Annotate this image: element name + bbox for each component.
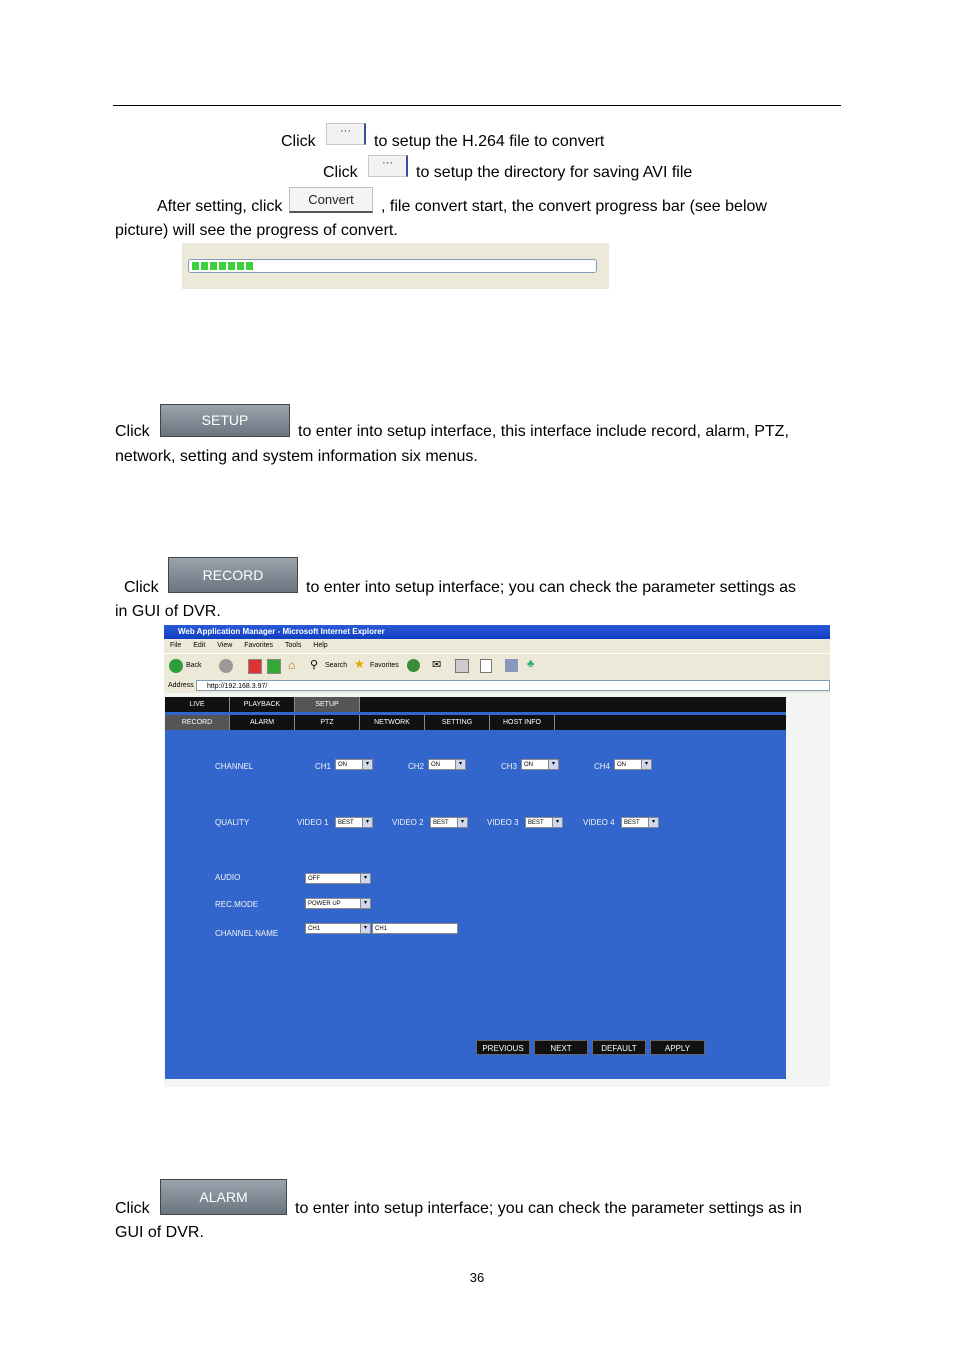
ch1-label: CH1 [315, 762, 332, 771]
search-label[interactable]: Search [325, 662, 348, 669]
channel-name-select[interactable] [305, 923, 371, 934]
ch2-select[interactable] [428, 759, 466, 770]
ch4-select[interactable] [614, 759, 652, 770]
dvr-setup-panel [165, 697, 786, 1079]
chevron-down-icon: ▾ [362, 818, 372, 827]
dvr-web-screenshot [164, 625, 830, 1087]
window-title: Web Application Manager - Microsoft Internet Explorer [164, 625, 830, 639]
menu-tools[interactable]: Tools [285, 642, 302, 649]
address-label: Address [168, 682, 194, 689]
ch3-label: CH3 [501, 762, 518, 771]
edit-icon[interactable] [480, 659, 492, 673]
setup-button[interactable]: SETUP [160, 404, 290, 437]
history-icon[interactable] [407, 659, 420, 672]
apply-button[interactable]: APPLY [650, 1040, 705, 1055]
ch4-value: ON [617, 762, 626, 768]
h264-instruction: to setup the H.264 file to convert [374, 133, 605, 150]
address-input[interactable]: http://192.168.3.97/ [196, 680, 830, 691]
ie-menubar [164, 639, 830, 653]
previous-button[interactable]: PREVIOUS [476, 1040, 530, 1055]
recmode-label: REC.MODE [215, 900, 259, 909]
channel-name-input[interactable]: CH1 [372, 923, 458, 934]
menu-edit[interactable]: Edit [193, 642, 206, 649]
alarm-description-2: GUI of DVR. [115, 1224, 204, 1241]
tab-host-info[interactable]: HOST INFO [490, 715, 555, 730]
audio-value: OFF [308, 876, 320, 882]
tab-network[interactable]: NETWORK [360, 715, 425, 730]
progress-segment [201, 262, 208, 270]
quality-label: QUALITY [215, 818, 250, 827]
video3-value: BEST [528, 820, 544, 826]
ch2-label: CH2 [408, 762, 425, 771]
convert-description-2: picture) will see the progress of convert. [115, 222, 398, 239]
address-bar [164, 679, 830, 693]
ie-toolbar [164, 653, 830, 680]
video2-label: VIDEO 2 [392, 818, 424, 827]
video3-quality-select[interactable] [525, 817, 563, 828]
chevron-down-icon: ▾ [552, 818, 562, 827]
home-icon[interactable]: ⌂ [288, 658, 296, 672]
video1-value: BEST [338, 820, 354, 826]
chevron-down-icon: ▾ [362, 760, 372, 769]
setup-description: to enter into setup interface, this interface include record, alarm, PTZ, [298, 423, 789, 440]
tab-live[interactable]: LIVE [165, 697, 230, 712]
chevron-down-icon: ▾ [360, 899, 370, 908]
page-number: 36 [469, 1270, 485, 1285]
progress-segment [237, 262, 244, 270]
back-icon[interactable] [169, 659, 183, 673]
mail-icon[interactable]: ✉ [432, 659, 442, 671]
chevron-down-icon: ▾ [360, 924, 370, 933]
progress-fill [192, 262, 253, 270]
recmode-select[interactable] [305, 898, 371, 909]
record-description: to enter into setup interface; you can check the parameter settings as [306, 579, 797, 596]
chevron-down-icon: ▾ [641, 760, 651, 769]
recmode-value: POWER UP [308, 901, 341, 907]
browse-avi-dir-button[interactable]: ··· [368, 155, 408, 177]
convert-progress-panel [182, 243, 609, 289]
video4-label: VIDEO 4 [583, 818, 615, 827]
print-icon[interactable] [455, 659, 469, 673]
video1-quality-select[interactable] [335, 817, 373, 828]
video4-quality-select[interactable] [621, 817, 659, 828]
ch4-label: CH4 [594, 762, 611, 771]
progress-bar [188, 259, 597, 273]
refresh-icon[interactable] [267, 659, 281, 674]
click-text-2: Click [323, 164, 358, 181]
convert-description: , file convert start, the convert progress bar (see below [381, 198, 767, 215]
setup-click-text: Click [115, 423, 150, 440]
progress-segment [228, 262, 235, 270]
tab-setup[interactable]: SETUP [295, 697, 360, 712]
ch3-value: ON [524, 762, 533, 768]
favorites-label[interactable]: Favorites [370, 662, 399, 669]
menu-help[interactable]: Help [313, 642, 328, 649]
audio-label: AUDIO [215, 873, 241, 882]
convert-button[interactable]: Convert [289, 187, 373, 213]
back-label[interactable]: Back [186, 662, 202, 669]
setup-description-2: network, setting and system information six menus. [115, 448, 478, 465]
stop-icon[interactable] [248, 659, 262, 674]
tab-setting[interactable]: SETTING [425, 715, 490, 730]
video2-value: BEST [433, 820, 449, 826]
top-tabs [165, 697, 786, 712]
tab-record[interactable]: RECORD [165, 715, 230, 730]
forward-icon[interactable] [219, 659, 233, 673]
chevron-down-icon: ▾ [648, 818, 658, 827]
progress-segment [219, 262, 226, 270]
ch1-value: ON [338, 762, 347, 768]
video1-label: VIDEO 1 [297, 818, 329, 827]
tab-ptz[interactable]: PTZ [295, 715, 360, 730]
favorites-icon[interactable]: ★ [354, 657, 365, 671]
video4-value: BEST [624, 820, 640, 826]
chevron-down-icon: ▾ [457, 818, 467, 827]
channel-name-label: CHANNEL NAME [215, 929, 279, 938]
menu-file[interactable]: File [170, 642, 182, 649]
channel-name-select-value: CH1 [308, 926, 321, 932]
video2-quality-select[interactable] [430, 817, 468, 828]
browse-h264-button[interactable]: ··· [326, 123, 366, 145]
progress-segment [210, 262, 217, 270]
menu-favorites[interactable]: Favorites [244, 642, 274, 649]
ch2-value: ON [431, 762, 440, 768]
default-button[interactable]: DEFAULT [592, 1040, 646, 1055]
after-setting-text: After setting, click [157, 198, 283, 215]
alarm-description: to enter into setup interface; you can check the parameter settings as in [295, 1200, 802, 1217]
ch1-select[interactable] [335, 759, 373, 770]
record-button[interactable]: RECORD [168, 557, 298, 593]
alarm-button[interactable]: ALARM [160, 1179, 287, 1215]
video3-label: VIDEO 3 [487, 818, 519, 827]
chevron-down-icon: ▾ [548, 760, 558, 769]
record-description-2: in GUI of DVR. [115, 603, 221, 620]
chevron-down-icon: ▾ [360, 874, 370, 883]
search-icon[interactable]: ⚲ [310, 659, 319, 671]
ch3-select[interactable] [521, 759, 559, 770]
avi-instruction: to setup the directory for saving AVI file [416, 164, 693, 181]
discuss-icon[interactable] [505, 659, 518, 672]
next-button[interactable]: NEXT [534, 1040, 588, 1055]
click-text: Click [281, 133, 316, 150]
alarm-click-text: Click [115, 1200, 150, 1217]
audio-select[interactable] [305, 873, 371, 884]
messenger-icon[interactable]: ♣ [527, 658, 535, 670]
channel-label: CHANNEL [215, 762, 254, 771]
menu-view[interactable]: View [217, 642, 233, 649]
chevron-down-icon: ▾ [455, 760, 465, 769]
progress-segment [246, 262, 253, 270]
progress-segment [192, 262, 199, 270]
tab-playback[interactable]: PLAYBACK [230, 697, 295, 712]
record-click-text: Click [124, 579, 159, 596]
tab-alarm[interactable]: ALARM [230, 715, 295, 730]
sub-tabs [165, 715, 786, 730]
header-rule [113, 105, 841, 106]
